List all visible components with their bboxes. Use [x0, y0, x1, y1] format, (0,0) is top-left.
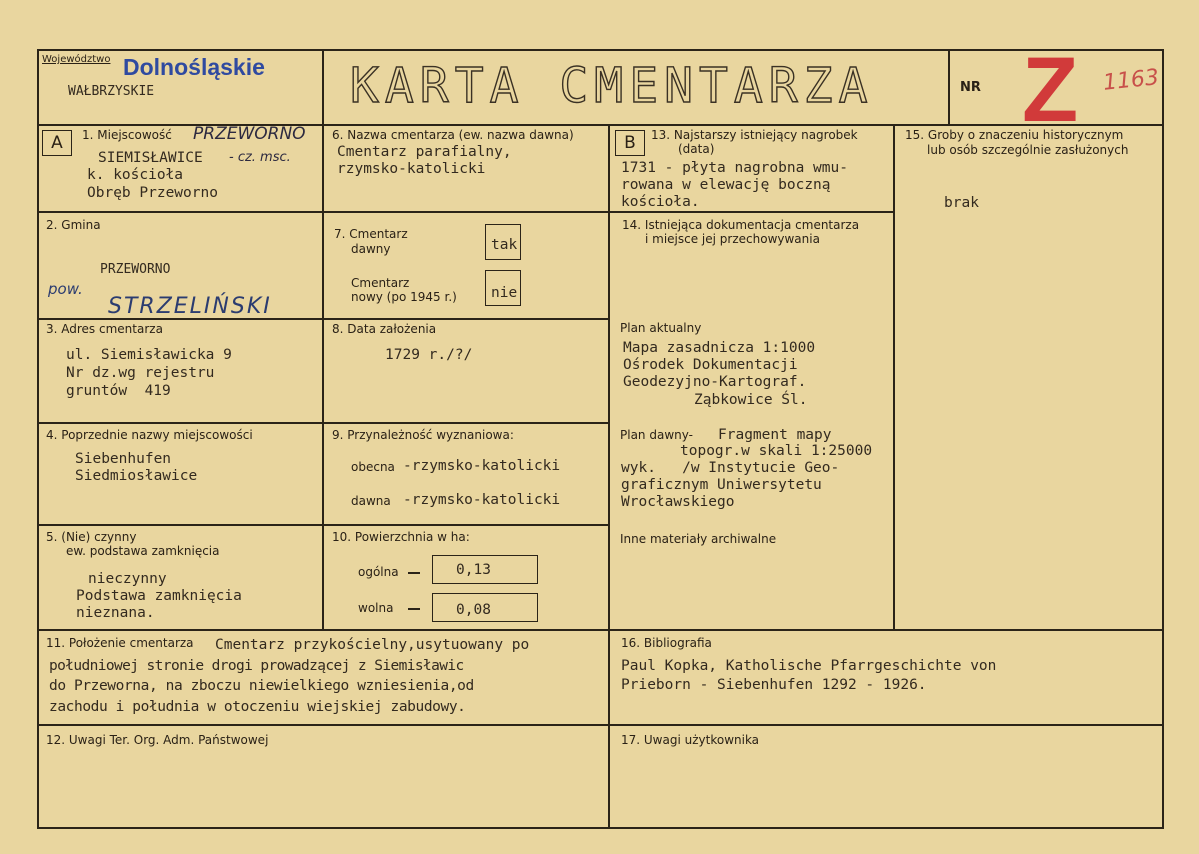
- field-11-label: 11. Położenie cmentarza: [46, 636, 194, 650]
- card-title: KARTA CMENTARZA: [350, 58, 874, 114]
- field-5-label-2: ew. podstawa zamknięcia: [66, 544, 220, 558]
- field-7-label-4: nowy (po 1945 r.): [351, 290, 457, 304]
- field-6-label: 6. Nazwa cmentarza (ew. nazwa dawna): [332, 128, 574, 142]
- field-7-label-1: 7. Cmentarz: [334, 227, 408, 241]
- nr-label: NR: [960, 80, 981, 95]
- field-5-line-3: nieznana.: [76, 605, 155, 621]
- field-11-line-2: południowej stronie drogi prowadzącej z Siemisławic: [49, 658, 464, 674]
- field-10-ogolna-label: ogólna: [358, 565, 399, 579]
- plan-aktualny-line-1: Mapa zasadnicza 1:1000: [623, 340, 816, 356]
- field-10-ogolna-value: 0,13: [456, 562, 491, 578]
- field-1-handwritten-place: PRZEWORNO: [193, 124, 306, 144]
- field-17-label: 17. Uwagi użytkownika: [621, 733, 760, 747]
- plan-aktualny-line-4: Ząbkowice Śl.: [694, 392, 808, 408]
- plan-aktualny-line-3: Geodezyjno-Kartograf.: [623, 374, 807, 390]
- divider: [893, 124, 895, 631]
- field-10-wolna-label: wolna: [358, 601, 394, 615]
- plan-dawny-line-5: Wrocławskiego: [621, 494, 735, 510]
- nr-letter: Z: [1022, 39, 1079, 141]
- field-7-label-3: Cmentarz: [351, 276, 410, 290]
- field-11-line-4: zachodu i południa w otoczeniu wiejskiej zabudowy.: [49, 699, 466, 715]
- frame-right: [1162, 49, 1164, 829]
- field-1-label: 1. Miejscowość: [82, 128, 172, 142]
- field-4-line-2: Siedmiosławice: [75, 468, 198, 484]
- field-13-label-2: (data): [678, 142, 715, 156]
- field-16-line-2: Prieborn - Siebenhufen 1292 - 1926.: [621, 677, 927, 693]
- plan-aktualny-line-2: Ośrodek Dokumentacji: [623, 357, 798, 373]
- field-5-label-1: 5. (Nie) czynny: [46, 530, 137, 544]
- divider: [948, 49, 950, 126]
- field-2-label: 2. Gmina: [46, 218, 101, 232]
- field-7-value-nowy: nie: [491, 285, 518, 301]
- field-9-dawna-value: -rzymsko-katolicki: [403, 492, 561, 508]
- field-10-ogolna-dash: [408, 572, 420, 574]
- field-3-line-2: Nr dz.wg rejestru: [66, 365, 215, 381]
- field-16-line-1: Paul Kopka, Katholische Pfarrgeschichte von: [621, 658, 997, 674]
- field-4-label: 4. Poprzednie nazwy miejscowości: [46, 428, 253, 442]
- field-5-line-2: Podstawa zamknięcia: [76, 588, 242, 604]
- field-3-label: 3. Adres cmentarza: [46, 322, 163, 336]
- frame-bottom: [37, 827, 1164, 829]
- inne-materialy-label: Inne materiały archiwalne: [620, 532, 777, 546]
- wojewodztwo-label: Województwo: [42, 54, 111, 65]
- field-8-label: 8. Data założenia: [332, 322, 437, 336]
- divider: [37, 629, 1164, 631]
- field-11-line-1: Cmentarz przykościelny,usytuowany po: [215, 637, 530, 653]
- plan-dawny-line-3: wyk. /w Instytucie Geo-: [621, 460, 840, 476]
- field-10-label: 10. Powierzchnia w ha:: [332, 530, 470, 544]
- divider: [37, 524, 610, 526]
- divider: [37, 211, 610, 213]
- field-13-line-2: rowana w elewację boczną: [621, 177, 831, 193]
- field-7-label-2: dawny: [351, 242, 391, 256]
- field-15-label-2: lub osób szczególnie zasłużonych: [927, 143, 1129, 157]
- divider: [37, 724, 1164, 726]
- field-1-line-2: k. kościoła: [87, 167, 184, 183]
- field-1-handwritten-note: - cz. msc.: [229, 150, 291, 165]
- field-13-line-1: 1731 - płyta nagrobna wmu-: [621, 160, 848, 176]
- field-16-label: 16. Bibliografia: [621, 636, 712, 650]
- field-1-line-1: SIEMISŁAWICE: [98, 150, 203, 166]
- field-8-value: 1729 r./?/: [385, 347, 473, 363]
- field-15-label-1: 15. Groby o znaczeniu historycznym: [905, 128, 1124, 142]
- field-11-line-3: do Przeworna, na zboczu niewielkiego wzniesienia,od: [49, 678, 474, 694]
- plan-dawny-label: Plan dawny-: [620, 428, 693, 442]
- field-2-powiat-hand: STRZELIŃSKI: [108, 294, 272, 319]
- field-9-obecna-label: obecna: [351, 460, 395, 474]
- plan-dawny-line-4: graficznym Uniwersytetu: [621, 477, 822, 493]
- plan-aktualny-label: Plan aktualny: [620, 321, 702, 335]
- field-3-line-1: ul. Siemisławicka 9: [66, 347, 232, 363]
- divider: [322, 49, 324, 631]
- divider: [37, 422, 610, 424]
- field-1-line-3: Obręb Przeworno: [87, 185, 218, 201]
- field-13-label-1: 13. Najstarszy istniejący nagrobek: [651, 128, 858, 142]
- field-5-line-1: nieczynny: [88, 571, 167, 587]
- field-9-label: 9. Przynależność wyznaniowa:: [332, 428, 514, 442]
- section-b-box: B: [615, 130, 645, 156]
- wojewodztwo-stamp: Dolnośląskie: [123, 54, 265, 80]
- field-9-dawna-label: dawna: [351, 494, 391, 508]
- field-14-label-1: 14. Istniejąca dokumentacja cmentarza: [622, 218, 860, 232]
- field-3-line-3: gruntów 419: [66, 383, 171, 399]
- field-9-obecna-value: -rzymsko-katolicki: [403, 458, 561, 474]
- field-15-value: brak: [944, 195, 979, 211]
- nr-number: 1163: [1101, 65, 1161, 96]
- plan-dawny-line-1: Fragment mapy: [718, 427, 832, 443]
- field-12-label: 12. Uwagi Ter. Org. Adm. Państwowej: [46, 733, 269, 747]
- frame-top: [37, 49, 1164, 51]
- field-4-line-1: Siebenhufen: [75, 451, 172, 467]
- divider: [608, 211, 895, 213]
- field-2-pow-hand: pow.: [48, 280, 83, 298]
- field-7-value-dawny: tak: [491, 237, 518, 253]
- region-value: WAŁBRZYSKIE: [68, 84, 155, 99]
- plan-dawny-line-2: topogr.w skali 1:25000: [680, 443, 873, 459]
- field-13-line-3: kościoła.: [621, 194, 700, 210]
- frame-left: [37, 49, 39, 829]
- field-6-line-2: rzymsko-katolicki: [337, 161, 486, 177]
- field-10-wolna-dash: [408, 608, 420, 610]
- field-6-line-1: Cmentarz parafialny,: [337, 144, 512, 160]
- field-10-wolna-value: 0,08: [456, 602, 491, 618]
- field-2-value: PRZEWORNO: [100, 262, 171, 277]
- section-a-box: A: [42, 130, 72, 156]
- field-14-label-2: i miejsce jej przechowywania: [645, 232, 820, 246]
